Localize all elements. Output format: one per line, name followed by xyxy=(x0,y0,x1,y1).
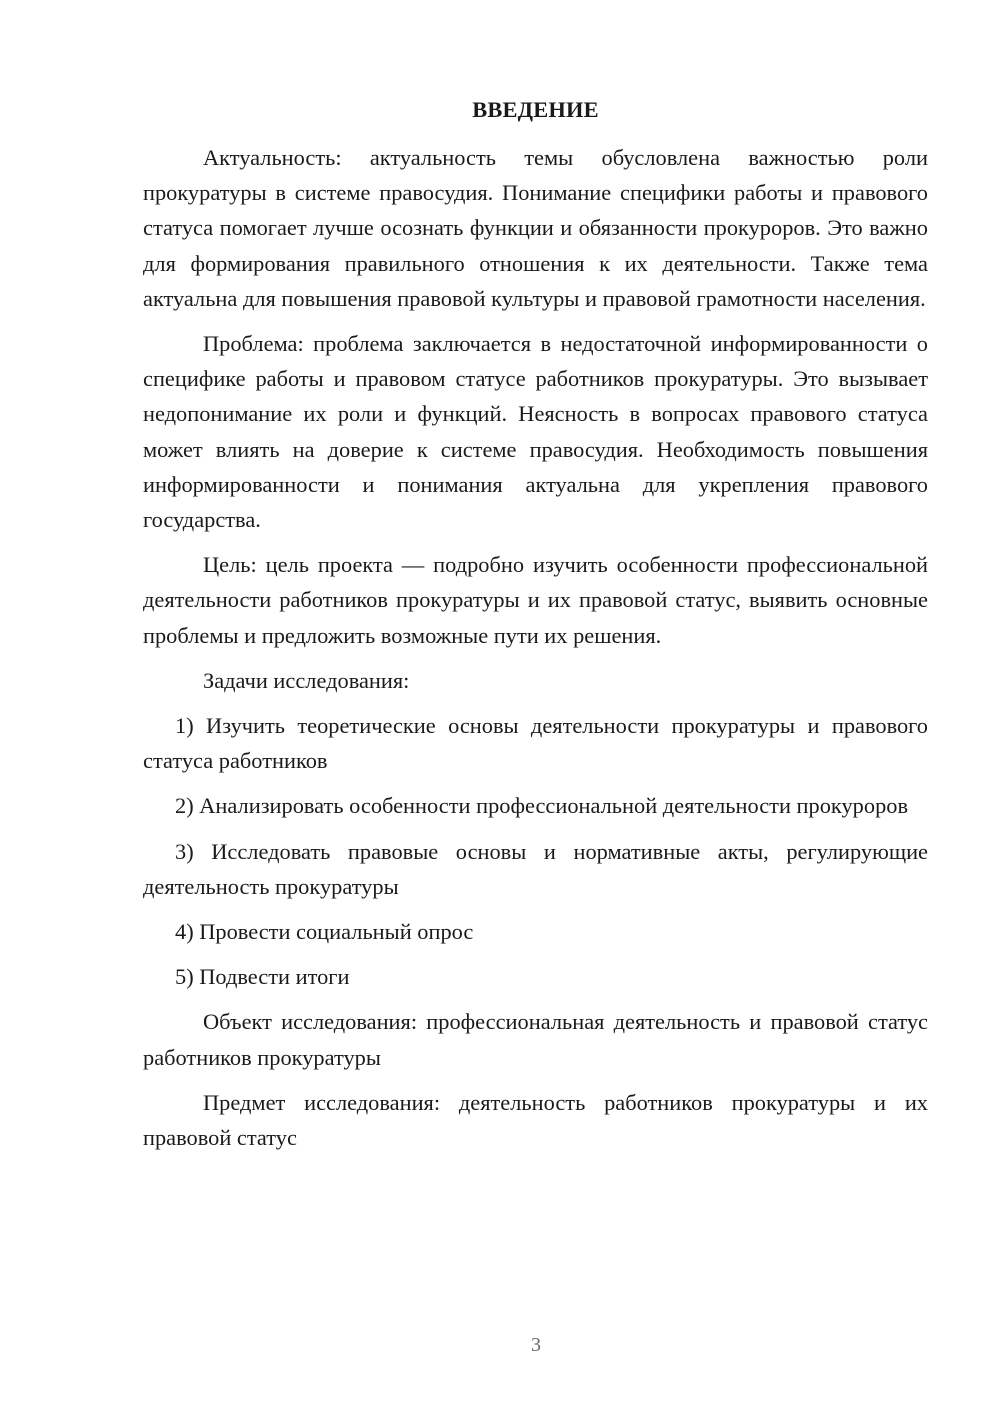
paragraph-problem: Проблема: проблема заключается в недостаточной информированности о специфике работы и правовом статусе работников прокуратуры. Это вызывает недопонимание их роли и функций. Неясность в вопросах правового статуса может влиять на доверие к системе правосудия. Необходимость повышения информированности и понимания актуальна для укрепления правового государства. xyxy=(143,331,928,533)
paragraph-goal: Цель: цель проекта — подробно изучить особенности профессиональной деятельности работников прокуратуры и их правовой статус, выявить основные проблемы и предложить возможные пути их решения. xyxy=(143,552,928,648)
tasks-heading: Задачи исследования: xyxy=(203,667,410,693)
task-item-5: 5) Подвести итоги xyxy=(175,964,350,990)
page-title: ВВЕДЕНИЕ xyxy=(472,97,599,122)
task-item-2: 2) Анализировать особенности профессиональной деятельности прокуроров xyxy=(175,793,909,819)
paragraph-relevance: Актуальность: актуальность темы обусловлена важностью роли прокуратуры в системе правосудия. Понимание специфики работы и правового статуса помогает лучше осознать функции и обязанности прокуроров. Это важно для формирования правильного отношения к их деятельности. Также тема актуальна для повышения правовой культуры и правовой грамотности населения. xyxy=(143,145,928,311)
text-column xyxy=(143,96,928,1165)
task-item-3: 3) Исследовать правовые основы и нормативные акты, регулирующие деятельность прокуратуры xyxy=(143,838,928,899)
task-item-1: 1) Изучить теоретические основы деятельности прокуратуры и правового статуса работников xyxy=(143,713,928,774)
page-number: 3 xyxy=(531,1334,541,1356)
task-item-4: 4) Провести социальный опрос xyxy=(175,919,474,945)
paragraph-subject: Предмет исследования: деятельность работников прокуратуры и их правовой статус xyxy=(143,1089,928,1151)
paragraph-object: Объект исследования: профессиональная деятельность и правовой статус работников прокуратуры xyxy=(143,1009,928,1070)
